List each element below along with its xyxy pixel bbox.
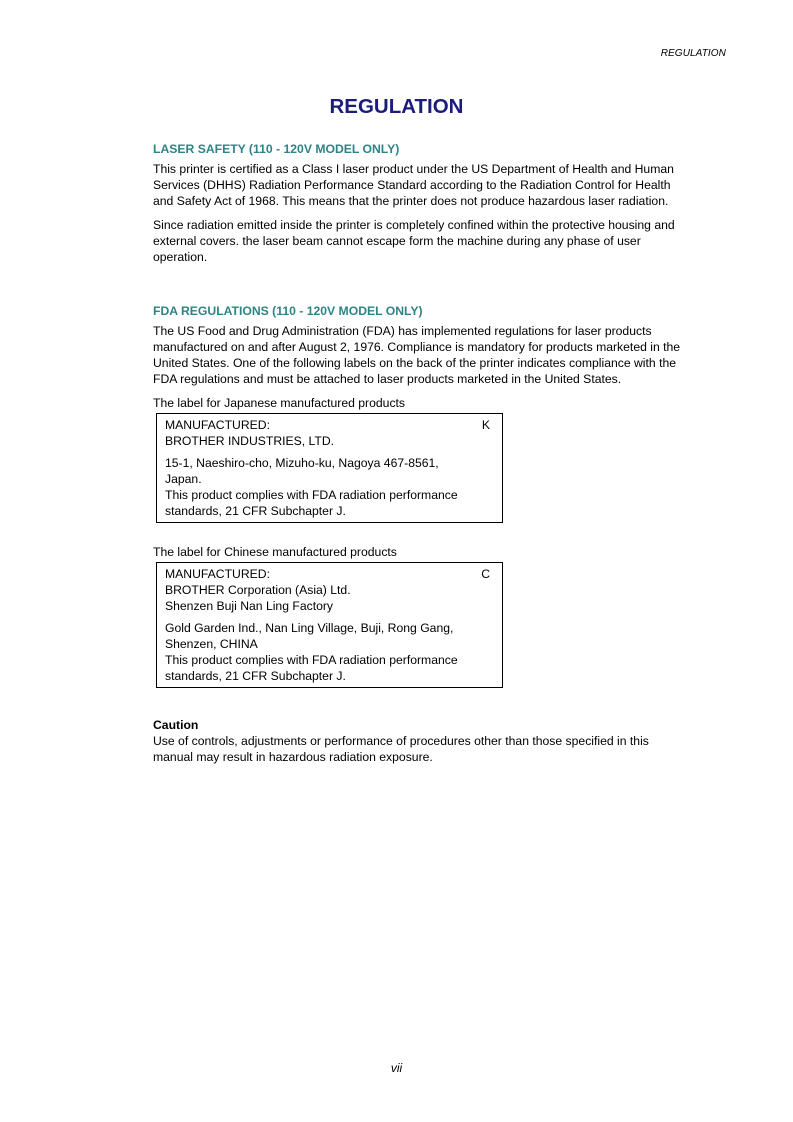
japan-label-address-1: 15-1, Naeshiro-cho, Mizuho-ku, Nagoya 467-8561, <box>165 456 439 470</box>
fda-heading: FDA REGULATIONS (110 - 120V MODEL ONLY) <box>153 304 423 318</box>
japan-label-compliance-1: This product complies with FDA radiation performance <box>165 488 458 502</box>
japan-label-caption: The label for Japanese manufactured products <box>153 396 406 410</box>
japan-label-company: BROTHER INDUSTRIES, LTD. <box>165 434 335 448</box>
japan-label-box <box>156 413 503 523</box>
japan-label-manufactured: MANUFACTURED: <box>165 418 270 432</box>
china-label-address-2: Shenzen, CHINA <box>165 637 258 651</box>
fda-section <box>153 303 683 688</box>
fda-paragraph: The US Food and Drug Administration (FDA) has implemented regulations for laser products manufactured on and after August 2, 1976. Compliance is mandatory for products marketed in the United States. One of the following labels on the back of the printer indicates compliance with the FDA regulations and must be attached to laser products marketed in the United States. <box>153 324 681 386</box>
page-number: vii <box>390 1061 403 1075</box>
running-header: REGULATION <box>660 48 726 59</box>
laser-safety-heading: LASER SAFETY (110 - 120V MODEL ONLY) <box>153 142 400 156</box>
laser-safety-section <box>153 141 683 265</box>
japan-label-address-2: Japan. <box>165 472 202 486</box>
page-content <box>153 141 683 773</box>
laser-safety-paragraph-1: This printer is certified as a Class I laser product under the US Department of Health and Human Services (DHHS) Radiation Performance Standard according to the Radiation Control for Health and Safety Act of 1968. This means that the printer does not produce hazardous laser radiation. <box>153 162 674 208</box>
page-title: REGULATION <box>329 95 464 118</box>
china-label-company: BROTHER Corporation (Asia) Ltd. <box>165 583 351 597</box>
caution-text: Use of controls, adjustments or performance of procedures other than those specified in this manual may result in hazardous radiation exposure. <box>153 734 649 764</box>
china-label-box <box>156 562 503 688</box>
caution-heading: Caution <box>153 718 199 732</box>
china-label-caption: The label for Chinese manufactured products <box>153 545 397 559</box>
china-label-compliance-1: This product complies with FDA radiation performance <box>165 653 458 667</box>
japan-label-code: K <box>481 418 490 432</box>
china-label-code: C <box>481 567 490 581</box>
japan-label-compliance-2: standards, 21 CFR Subchapter J. <box>165 504 346 518</box>
caution-section <box>153 717 683 765</box>
china-label-address-1: Gold Garden Ind., Nan Ling Village, Buji, Rong Gang, <box>165 621 454 635</box>
china-label-manufactured: MANUFACTURED: <box>165 567 270 581</box>
china-label-factory: Shenzen Buji Nan Ling Factory <box>165 599 334 613</box>
laser-safety-paragraph-2: Since radiation emitted inside the printer is completely confined within the protective housing and external covers. the laser beam cannot escape form the machine during any phase of user operation. <box>153 218 675 264</box>
china-label-compliance-2: standards, 21 CFR Subchapter J. <box>165 669 346 683</box>
